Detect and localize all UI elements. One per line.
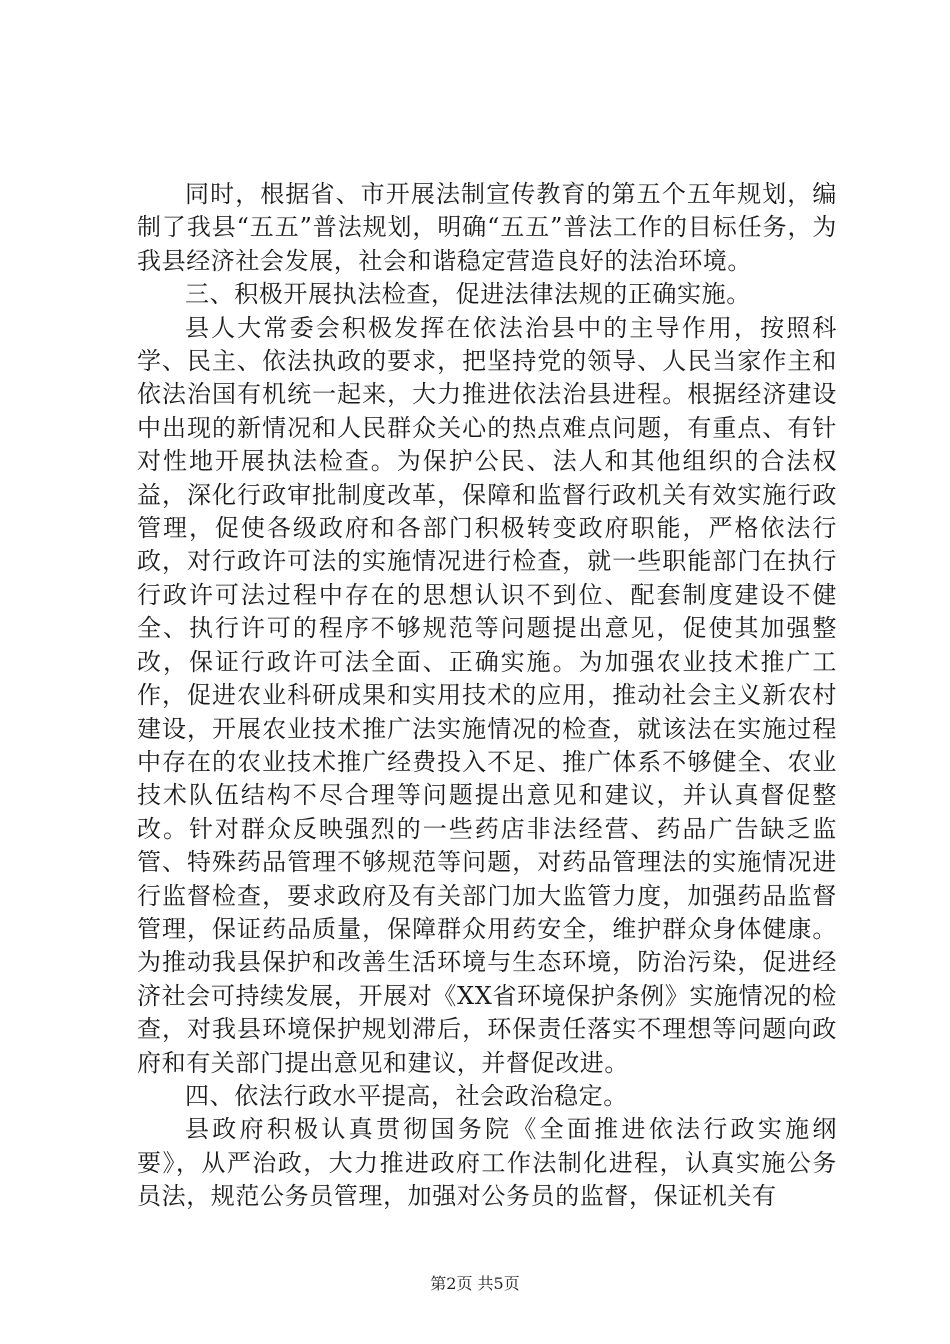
page-number-footer: 第2页 共5页 (430, 1274, 520, 1293)
paragraph-plan: 同时，根据省、市开展法制宣传教育的第五个五年规划，编制了我县“五五”普法规划，明确“五五”普法工作的目标任务，为我县经济社会发展，社会和谐稳定营造良好的法治环境。 (137, 180, 837, 275)
paragraph-administration: 县政府积极认真贯彻国务院《全面推进依法行政实施纲要》，从严治政，大力推进政府工作法制化进程，认真实施公务员法，规范公务员管理，加强对公务员的监督，保证机关有 (137, 1115, 837, 1211)
section-heading-3: 三、积极开展执法检查，促进法律法规的正确实施。 (185, 280, 751, 309)
section-heading-4: 四、依法行政水平提高，社会政治稳定。 (185, 1081, 628, 1110)
paragraph-law-enforcement: 县人大常委会积极发挥在依法治县中的主导作用，按照科学、民主、依法执政的要求，把坚持党的领导、人民当家作主和依法治国有机统一起来，大力推进依法治县进程。根据经济建设中出现的新情况和人民群众关心的热点难点问题，有重点、有针对性地开展执法检查。为保护公民、法人和其他组织的合法权益，深化行政审批制度改革，保障和监督行政机关有效实施行政管理，促使各级政府和各部门积极转变政府职能，严格依法行政，对行政许可法的实施情况进行检查，就一些职能部门在执行行政许可法过程中存在的思想认识不到位、配套制度建设不健全、执行许可的程序不够规范等问题提出意见，促使其加强整改，保证行政许可法全面、正确实施。为加强农业技术推广工作，促进农业科研成果和实用技术的应用，推动社会主义新农村建设，开展农业技术推广法实施情况的检查，就该法在实施过程中存在的农业技术推广经费投入不足、推广体系不够健全、农业技术队伍结构不尽合理等问题提出意见和建议，并认真督促整改。针对群众反映强烈的一些药店非法经营、药品广告缺乏监管、特殊药品管理不够规范等问题，对药品管理法的实施情况进行监督检查，要求政府及有关部门加大监管力度，加强药品监督管理，保证药品质量，保障群众用药安全，维护群众身体健康。为推动我县保护和改善生活环境与生态环境，防治污染，促进经济社会可持续发展，开展对《XX省环境保护条例》实施情况的检查，对我县环境保护规划滞后，环保责任落实不理想等问题向政府和有关部门提出意见和建议，并督促改进。 (137, 313, 837, 1077)
document-body (137, 178, 837, 1214)
